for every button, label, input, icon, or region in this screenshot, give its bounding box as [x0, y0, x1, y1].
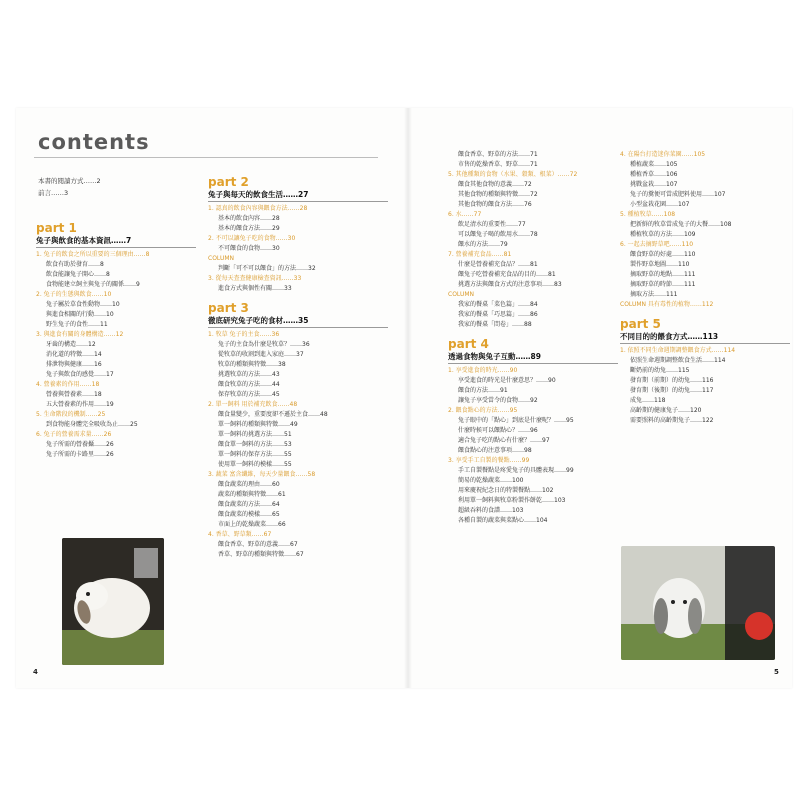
toc-entry: 挑選方法與餵食方式的注意事項……83 [458, 281, 562, 288]
toc-entry: 食物能建立飼主與兔子的關係……9 [46, 281, 140, 288]
section-heading: 1. 牧草 兔子的主食……36 [208, 331, 280, 338]
part-title: 不同目的的餵食方式……113 [620, 331, 790, 344]
section-heading: 6. 水……77 [448, 211, 482, 218]
toc-entry: 兔子的糞便可當成肥料使用……107 [630, 191, 726, 198]
section-heading: 1. 兔子的飲食之所以重要的三個理由……8 [36, 251, 150, 258]
toc-entry: 可以餵兔子喝的飲用水……78 [458, 231, 538, 238]
section-heading: 5. 種植牧草……108 [620, 211, 676, 218]
toc-entry: 種植牧草的方法……109 [630, 231, 696, 238]
toc-entry: 簡易的乾燥蔬菜……100 [458, 477, 524, 484]
part-title: 徹底研究兔子吃的食材……35 [208, 315, 388, 328]
toc-entry: 我家的餐桌「問卷」……88 [458, 321, 532, 328]
toc-entry: 野生兔子的食性……11 [46, 321, 108, 328]
toc-entry: 營養與營養素……18 [46, 391, 102, 398]
toc-entry: 從牧草的收割到進入家庭……37 [218, 351, 304, 358]
part-title: 兔子與飲食的基本資訊……7 [36, 235, 196, 248]
section-heading: 2. 餵食點心的方法……95 [448, 407, 518, 414]
book-gutter [404, 108, 412, 688]
toc-entry: 摘取方法……111 [630, 291, 678, 298]
intro-item: 本書的閱讀方式……2 [38, 177, 101, 185]
toc-entry: 兔子所需的營養攝……26 [46, 441, 114, 448]
toc-entry: 市面上的乾燥蔬菜……66 [218, 521, 286, 528]
toc-entry: 不可餵食的食物……30 [218, 245, 280, 252]
toc-entry: 高齡期的健康兔子……120 [630, 407, 702, 414]
section-heading: 4. 香草、野草類……67 [208, 531, 272, 538]
toc-entry: 手工自製餐點是疼愛兔子的具體表現……99 [458, 467, 574, 474]
toc-entry: 五大營養素的作用……19 [46, 401, 114, 408]
toc-column-3 [448, 150, 618, 526]
toc-entry: 餵食香草、野草的方法……71 [458, 151, 538, 158]
toc-entry: 使用單一飼料的模樣……55 [218, 461, 292, 468]
toc-entry: 什麼時候可以餵點心？……96 [458, 427, 538, 434]
toc-column-4 [620, 150, 790, 426]
toc-entry: 保存牧草的方法……45 [218, 391, 280, 398]
column-label: COLUMN 具有毒性的植物……112 [620, 301, 714, 308]
section-heading: 1. 享受進食的時光……90 [448, 367, 518, 374]
toc-entry: 餵食單一飼料的方法……53 [218, 441, 292, 448]
toc-entry: 餵食蔬菜的理由……60 [218, 481, 280, 488]
toc-entry: 到食物能身體完全吸收為止……25 [46, 421, 138, 428]
toc-entry: 牙齒的構造……12 [46, 341, 96, 348]
section-heading: 6. 兔子的營養需求量……26 [36, 431, 112, 438]
toc-entry: 什麼是營養補充食品？……81 [458, 261, 538, 268]
section-heading: 2. 兔子的生態與飲食……10 [36, 291, 112, 298]
section-heading: 1. 認真的飲食內容與餵食方法……28 [208, 205, 308, 212]
toc-entry: 香草、野草的種類與特徵……67 [218, 551, 304, 558]
toc-entry: 成兔……118 [630, 397, 666, 404]
rabbit-photo-right [621, 546, 775, 660]
toc-entry: 消化道的特徵……14 [46, 351, 102, 358]
toc-entry: 製作野草地圖……110 [630, 261, 690, 268]
column-label: COLUMN [448, 291, 475, 298]
toc-entry: 市售的乾燥香草、野草……71 [458, 161, 538, 168]
section-heading: 3. 從每天查查健康檢查資訊……33 [208, 275, 302, 282]
section-heading: 4. 在陽台打造迷你菜園……105 [620, 151, 706, 158]
toc-entry: 兔子與飲食的感覺……17 [46, 371, 114, 378]
toc-entry: 挑戰盆栽……107 [630, 181, 678, 188]
page-number-right: 5 [774, 668, 779, 676]
lop-rabbit-icon [621, 546, 775, 660]
toc-entry: 餵食的方法……91 [458, 387, 508, 394]
toc-entry: 摘取野草的地點……111 [630, 271, 696, 278]
column-label: COLUMN [208, 255, 235, 262]
section-heading: 2. 不可以讓兔子吃的食物……30 [208, 235, 296, 242]
section-heading: 7. 營養補充食品……81 [448, 251, 512, 258]
toc-entry: 享受進食的時光是什麼意思？……90 [458, 377, 556, 384]
toc-entry: 飲食有助於發育……8 [46, 261, 104, 268]
toc-entry: 餵食蔬菜的方法……64 [218, 501, 280, 508]
section-heading: 5. 其他種類的食物（水果、穀類、根菜）……72 [448, 171, 578, 178]
toc-entry: 飲食能讓兔子開心……8 [46, 271, 110, 278]
toc-entry: 餵兔子吃營養補充食品的目的……81 [458, 271, 556, 278]
part-label: part 2 [208, 175, 249, 189]
toc-column-2 [208, 176, 388, 560]
toc-entry: 斷奶前的幼兔……115 [630, 367, 690, 374]
toc-entry: 兔子屬於草食性動物……10 [46, 301, 120, 308]
toc-entry: 發育期（後期）的幼兔……117 [630, 387, 714, 394]
toc-entry: 種植蔬菜……105 [630, 161, 678, 168]
part-label: part 1 [36, 221, 77, 235]
toc-entry: 與進食相關的行動……10 [46, 311, 114, 318]
section-heading: 6. 一起去摘野草吧……110 [620, 241, 694, 248]
white-rabbit-icon [62, 538, 164, 665]
toc-entry: 我家的餐桌「巧思篇」……86 [458, 311, 538, 318]
toc-entry: 餵水的方法……79 [458, 241, 508, 248]
toc-entry: 發育期（前期）的幼兔……116 [630, 377, 714, 384]
section-heading: 5. 生命階段的機制……25 [36, 411, 106, 418]
toc-entry: 餵食蔬菜的模樣……65 [218, 511, 280, 518]
toc-entry: 餵食其他食物的意義……72 [458, 181, 532, 188]
toc-entry: 利用單一飼料與牧草粉製作餅乾……103 [458, 497, 566, 504]
toc-entry: 其他食物的種類與特徵……72 [458, 191, 538, 198]
toc-entry: 我家的餐桌「菜色篇」……84 [458, 301, 538, 308]
toc-entry: 小型盆栽花園……107 [630, 201, 690, 208]
toc-entry: 排泄物與健康……16 [46, 361, 102, 368]
toc-entry: 適合兔子吃的點心有什麼？……97 [458, 437, 550, 444]
toc-entry: 基本的餵食方法……29 [218, 225, 280, 232]
contents-heading: contents [38, 130, 150, 154]
toc-entry: 蔬菜的種類與特徵……61 [218, 491, 286, 498]
toc-entry: 需要照料的高齡期兔子……122 [630, 417, 714, 424]
contents-divider [34, 157, 378, 158]
page-number-left: 4 [33, 668, 38, 676]
section-heading: 3. 蔬菜 富含纖維，每天少量餵食……58 [208, 471, 316, 478]
toc-entry: 牧草的種類與特徵……38 [218, 361, 286, 368]
toc-entry: 挑選牧草的方法……43 [218, 371, 280, 378]
intro-item: 前言……3 [38, 189, 69, 197]
section-heading: 2. 單一飼料 用於補充飲食……48 [208, 401, 298, 408]
section-heading: 1. 依照不同生命週期調整餵食方式……114 [620, 347, 736, 354]
toc-entry: 單一飼料的保存方法……55 [218, 451, 292, 458]
toc-entry: 用來慶祝紀念日的特製餐點……102 [458, 487, 554, 494]
toc-entry: 餵食量變少，重要度卻不遜於主食……48 [218, 411, 328, 418]
toc-entry: 餵食野草的好處……110 [630, 251, 696, 258]
toc-entry: 各種自製的蔬菜與菜點心……104 [458, 517, 548, 524]
toc-entry: 餵食香草、野草的意義……67 [218, 541, 298, 548]
toc-entry: 餵食牧草的方法……44 [218, 381, 280, 388]
intro-list [38, 175, 101, 199]
toc-entry: 飲足清水的重要性……77 [458, 221, 526, 228]
toc-entry: 基本的飲食內容……28 [218, 215, 280, 222]
toc-entry: 兔子的主食為什麼是牧草？……36 [218, 341, 310, 348]
toc-entry: 進食方式與個性有關……33 [218, 285, 292, 292]
section-heading: 3. 享受手工自製的餐點……99 [448, 457, 530, 464]
toc-entry: 摘取野草的時節……111 [630, 281, 696, 288]
part-label: part 3 [208, 301, 249, 315]
rabbit-photo-left [62, 538, 164, 665]
toc-entry: 兔子所需的卡路里……26 [46, 451, 114, 458]
section-heading: 4. 營養素的作用……18 [36, 381, 100, 388]
toc-column-1 [36, 222, 196, 460]
toc-entry: 單一飼料的挑選方法……51 [218, 431, 292, 438]
toc-entry: 種植香草……106 [630, 171, 678, 178]
toc-entry: 兔子眼中的「點心」到底是什麼呢？……95 [458, 417, 574, 424]
toc-entry: 把新鮮的牧草當成兔子的大餐……108 [630, 221, 732, 228]
toc-entry: 依照生命週期調整飲食生活……114 [630, 357, 726, 364]
part-title: 透過食物與兔子互動……89 [448, 351, 618, 364]
part-title: 兔子與每天的飲食生活……27 [208, 189, 388, 202]
toc-entry: 單一飼料的種類與特徵……49 [218, 421, 298, 428]
toc-entry: 超級吞料的食譜……103 [458, 507, 524, 514]
toc-entry: 讓兔子享受當令的食物……92 [458, 397, 538, 404]
toc-entry: 其他食物的餵食方法……76 [458, 201, 532, 208]
part-label: part 5 [620, 317, 661, 331]
toc-entry: 判斷「可不可以餵食」的方法……32 [218, 265, 316, 272]
section-heading: 3. 與進食有關的身體構造……12 [36, 331, 124, 338]
toc-entry: 餵食點心的注意事項……98 [458, 447, 532, 454]
part-label: part 4 [448, 337, 489, 351]
